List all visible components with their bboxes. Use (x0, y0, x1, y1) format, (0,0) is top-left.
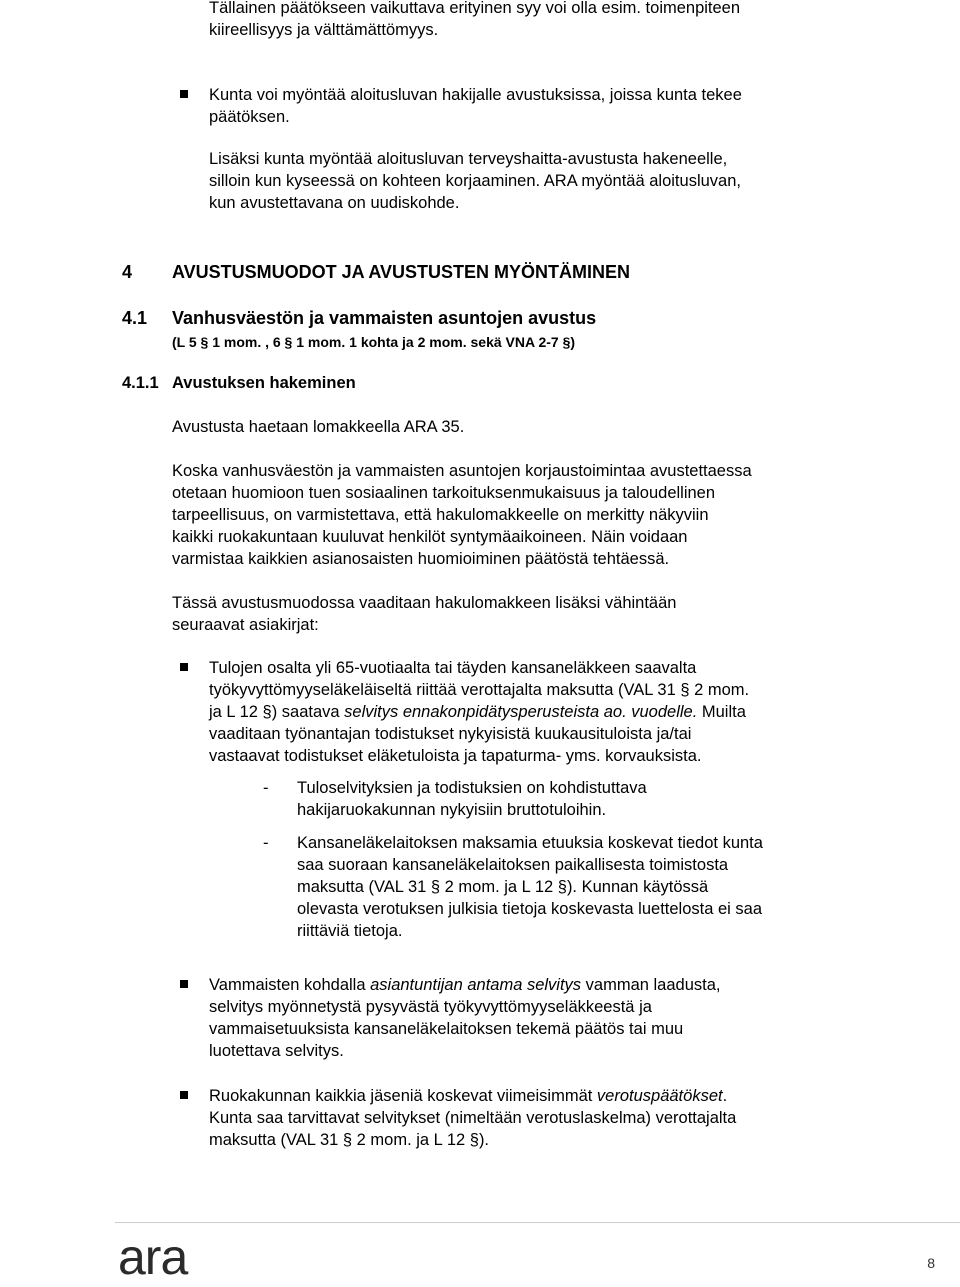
text-line: riittäviä tietoja. (297, 922, 403, 940)
dash-marker: - (263, 779, 269, 797)
text-line: varmistaa kaikkien asianosaisten huomioiminen päätöstä tehtäessä. (172, 550, 670, 568)
bullet-marker (180, 1091, 188, 1099)
text-line: Kunta saa tarvittavat selvitykset (nimeltään verotuslaskelma) verottajalta (209, 1109, 737, 1127)
text-line: maksutta (VAL 31 § 2 mom. ja L 12 §). (209, 1131, 490, 1149)
text-run: vamman laadusta, (581, 976, 721, 994)
italic-run: selvitys ennakonpidätysperusteista ao. vuodelle. (344, 703, 698, 721)
form-paragraph (172, 416, 872, 438)
footer-divider (115, 1222, 960, 1223)
text-line: Avustusta haetaan lomakkeella ARA 35. (172, 418, 465, 436)
text-line: olevasta verotuksen julkisia tietoja koskevasta luettelosta ei saa (297, 900, 763, 918)
text-line: Tulojen osalta yli 65-vuotiaalta tai täyden kansaneläkkeen saavalta (209, 659, 697, 677)
text-line (209, 1085, 849, 1107)
bullet-disabled (209, 974, 849, 1062)
text-line: Tuloselvityksien ja todistuksien on kohdistuttava (297, 779, 647, 797)
bullet-marker (180, 980, 188, 988)
section-title: Vanhusväestön ja vammaisten asuntojen avustus (172, 308, 597, 328)
section-4-1-subtitle: (L 5 § 1 mom. , 6 § 1 mom. 1 kohta ja 2 mom. sekä VNA 2-7 §) (172, 334, 576, 350)
text-line: silloin kun kyseessä on kohteen korjaaminen. ARA myöntää aloitusluvan, (209, 172, 741, 190)
text-line: työkyvyttömyyseläkeläiseltä riittää verottajalta maksutta (VAL 31 § 2 mom. (209, 681, 750, 699)
text-line: vastaavat todistukset eläketuloista ja tapaturma- yms. korvauksista. (209, 747, 702, 765)
intro-paragraph (209, 0, 849, 41)
section-4-heading (122, 261, 630, 283)
bullet-household (209, 1085, 849, 1151)
text-run: . (722, 1087, 728, 1105)
text-line: selvitys myönnetystä pysyvästä työkyvyttömyyseläkkeestä ja (209, 998, 652, 1016)
text-line: Tässä avustusmuodossa vaaditaan hakulomakkeen lisäksi vähintään (172, 594, 677, 612)
bullet-income (209, 657, 849, 767)
text-line: otetaan huomioon tuen sosiaalinen tarkoituksenmukaisuus ja taloudellinen (172, 484, 716, 502)
dash-item-income-proof (297, 777, 857, 821)
section-number: 4.1 (122, 308, 148, 328)
bullet-marker (180, 90, 188, 98)
italic-run: asiantuntijan antama selvitys (370, 976, 582, 994)
text-line: Tällainen päätökseen vaikuttava erityinen syy voi olla esim. toimenpiteen (209, 0, 741, 17)
text-run: Vammaisten kohdalla (209, 976, 371, 994)
text-line: tarpeellisuus, on varmistettava, että hakulomakkeelle on merkitty näkyviin (172, 506, 709, 524)
section-title: Avustuksen hakeminen (172, 374, 356, 392)
ara-logo (118, 1230, 198, 1287)
text-line: päätöksen. (209, 108, 290, 126)
text-line: luotettava selvitys. (209, 1042, 344, 1060)
dash-marker: - (263, 834, 269, 852)
tassa-paragraph (172, 592, 872, 636)
text-line: Kansaneläkelaitoksen maksamia etuuksia koskevat tiedot kunta (297, 834, 763, 852)
text-run: Ruokakunnan kaikkia jäseniä koskevat viimeisimmät (209, 1087, 597, 1105)
dash-item-kela (297, 832, 857, 942)
text-line: hakijaruokakunnan nykyisiin bruttotuloihin. (297, 801, 607, 819)
logo-text: ara (118, 1230, 188, 1282)
bullet-permit (209, 84, 849, 128)
text-line: Kunta voi myöntää aloitusluvan hakijalle avustuksissa, joissa kunta tekee (209, 86, 742, 104)
section-title: AVUSTUSMUODOT JA AVUSTUSTEN MYÖNTÄMINEN (172, 262, 631, 282)
text-run: ja L 12 §) saatava (209, 703, 345, 721)
text-line: saa suoraan kansaneläkelaitoksen paikallisesta toimistosta (297, 856, 729, 874)
italic-run: verotuspäätökset (596, 1087, 723, 1105)
section-4-1-1-heading (122, 372, 356, 394)
text-line: Lisäksi kunta myöntää aloitusluvan terveyshaitta-avustusta hakeneelle, (209, 150, 728, 168)
text-line (209, 974, 849, 996)
bullet-marker (180, 663, 188, 671)
section-4-1-heading (122, 307, 596, 329)
koska-paragraph (172, 460, 872, 570)
text-line: vaaditaan työnantajan todistukset nykyisistä kuukausituloista ja/tai (209, 725, 692, 743)
text-line: kiireellisyys ja välttämättömyys. (209, 21, 439, 39)
text-line: maksutta (VAL 31 § 2 mom. ja L 12 §). Kunnan käytössä (297, 878, 709, 896)
section-number: 4 (122, 262, 133, 282)
text-line: vammaisetuuksista kansaneläkelaitoksen tekemä päätös tai muu (209, 1020, 684, 1038)
text-run: Muilta (697, 703, 746, 721)
permit-paragraph (209, 148, 849, 214)
text-line (209, 701, 849, 723)
ara-logo-icon (118, 1230, 198, 1282)
text-line: kun avustettavana on uudiskohde. (209, 194, 460, 212)
page-number: 8 (927, 1255, 935, 1271)
text-line: kaikki ruokakuntaan kuuluvat henkilöt syntymäaikoineen. Näin voidaan (172, 528, 688, 546)
text-line: Koska vanhusväestön ja vammaisten asuntojen korjaustoimintaa avustettaessa (172, 462, 752, 480)
text-line: seuraavat asiakirjat: (172, 616, 319, 634)
section-number: 4.1.1 (122, 374, 159, 392)
